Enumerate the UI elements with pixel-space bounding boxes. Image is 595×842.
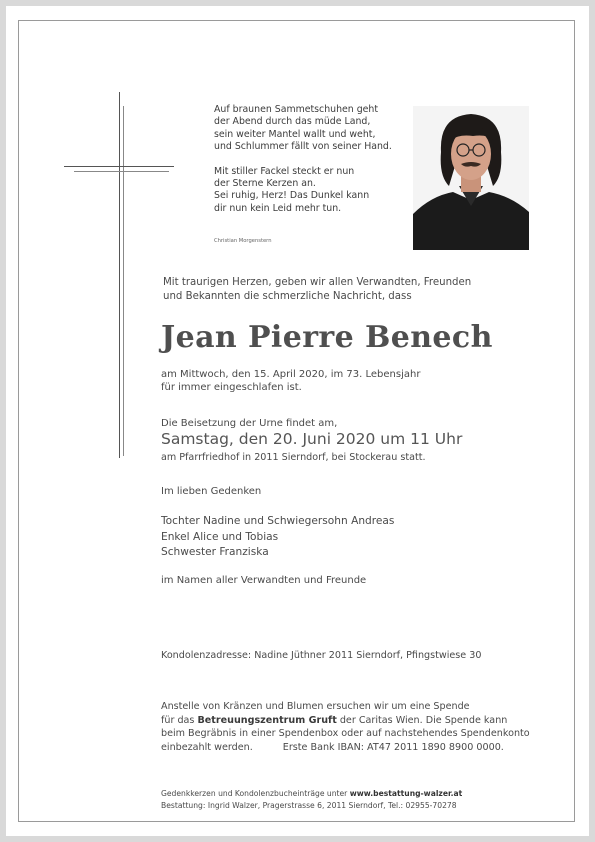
family-list [161,514,394,561]
death-line: am Mittwoch, den 15. April 2020, im 73. Lebensjahr [161,369,421,380]
poem-line: der Sterne Kerzen an. [214,178,316,190]
cross-icon-horizontal-shadow [74,171,169,172]
cross-icon-horizontal [64,166,174,167]
burial-intro: Die Beisetzung der Urne findet am, [161,418,338,429]
intro-line: und Bekannten die schmerzliche Nachricht, dass [163,290,412,302]
poem-line: und Schlummer fällt von seiner Hand. [214,141,392,153]
portrait-photo [413,106,529,250]
poem-stanza-gap [214,154,414,166]
donation-line [161,741,530,755]
family-member: Schwester Franziska [161,546,269,558]
bank-account: Erste Bank IBAN: AT47 2011 1890 8900 0000. [282,741,504,753]
poem-line: Mit stiller Fackel steckt er nun [214,165,355,177]
deceased-name: Jean Pierre Benech [161,320,493,355]
family-member: Enkel Alice und Tobias [161,530,279,543]
charity-name: Betreuungszentrum Gruft [197,714,337,726]
donation-line: beim Begräbnis in einer Spendenbox oder auf nachstehendes Spendenkonto [161,728,530,740]
family-member: Tochter Nadine und Schwiegersohn Andreas [161,515,395,527]
cross-icon-vertical-shadow [123,106,124,456]
on-behalf-text: im Namen aller Verwandten und Freunde [161,575,367,586]
poem [214,104,414,215]
death-notice [161,368,420,394]
donation-line [161,714,530,728]
poem-line: der Abend durch das müde Land, [214,116,371,128]
footer-line: Bestattung: Ingrid Walzer, Pragerstrasse 6, 2011 Sierndorf, Tel.: 02955-70278 [161,801,457,810]
footer [161,788,462,812]
obituary-sheet [6,6,589,836]
poem-line: sein weiter Mantel wallt und weht, [214,128,376,140]
donation-notice [161,700,530,754]
footer-text: Gedenkkerzen und Kondolenzbucheinträge unter [161,789,350,798]
donation-line: Anstelle von Kränzen und Blumen ersuchen wir um eine Spende [161,701,470,712]
donation-text: einbezahlt werden. [161,741,253,753]
donation-text: der Caritas Wien. Die Spende kann [336,714,508,726]
burial-place: am Pfarrfriedhof in 2011 Sierndorf, bei Stockerau statt. [161,452,426,463]
intro-line: Mit traurigen Herzen, geben wir allen Verwandten, Freunden [163,277,472,288]
donation-text: für das [161,714,198,726]
poem-author: Christian Morgenstern [214,238,272,244]
poem-line: dir nun kein Leid mehr tun. [214,202,342,214]
death-line: für immer eingeschlafen ist. [161,382,302,393]
condolence-address: Kondolenzadresse: Nadine Jüthner 2011 Sierndorf, Pfingstwiese 30 [161,650,482,661]
intro-text [163,276,471,303]
poem-line: Sei ruhig, Herz! Das Dunkel kann [214,190,370,202]
burial-date: Samstag, den 20. Juni 2020 um 11 Uhr [161,430,463,448]
website-link[interactable]: www.bestattung-walzer.at [349,789,463,798]
cross-icon-vertical [119,92,120,458]
memorial-text: Im lieben Gedenken [161,486,262,497]
footer-line [161,788,462,800]
poem-line: Auf braunen Sammetschuhen geht [214,104,379,115]
